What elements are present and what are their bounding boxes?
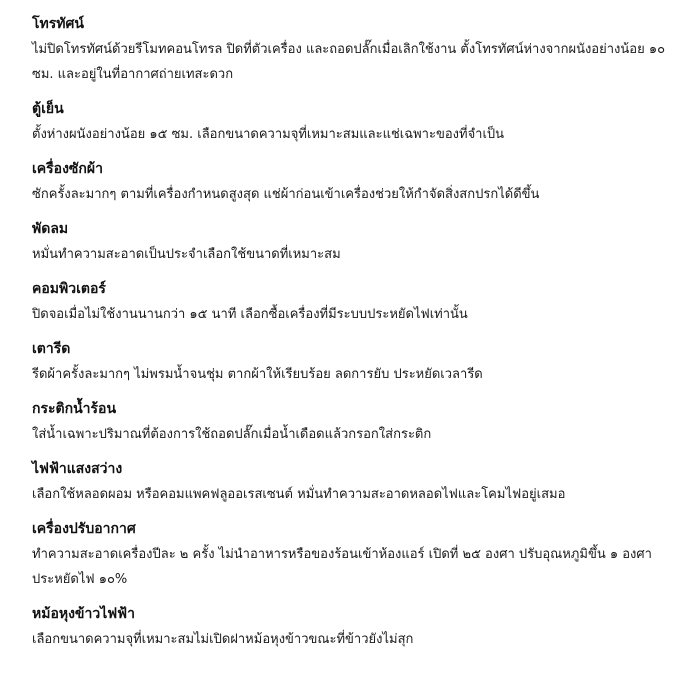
section-kettle <box>32 397 679 447</box>
section-body: เลือกใช้หลอดผอม หรือคอมแพคฟลูออเรสเซนต์ หมั่นทำความสะอาดหลอดไฟและโคมไฟอยู่เสมอ <box>32 487 566 502</box>
section-body: หมั่นทำความสะอาดเป็นประจำเลือกใช้ขนาดที่เหมาะสม <box>32 247 341 262</box>
section-title: เตารีด <box>32 341 71 357</box>
section-body: ปิดจอเมื่อไม่ใช้งานนานกว่า ๑๕ นาที เลือกซื้อเครื่องที่มีระบบประหยัดไฟเท่านั้น <box>32 307 468 322</box>
section-body: รีดผ้าครั้งละมากๆ ไม่พรมน้ำจนชุ่ม ตากผ้าให้เรียบร้อย ลดการยับ ประหยัดเวลารีด <box>32 367 483 382</box>
section-title: ตู้เย็น <box>32 101 64 117</box>
section-title: โทรทัศน์ <box>32 16 84 32</box>
section-washing-machine <box>32 157 679 207</box>
section-refrigerator <box>32 97 679 147</box>
section-rice-cooker <box>32 602 679 652</box>
section-television <box>32 12 679 87</box>
section-body: ตั้งห่างผนังอย่างน้อย ๑๕ ซม. เลือกขนาดความจุที่เหมาะสมและแช่เฉพาะของที่จำเป็น <box>32 127 505 142</box>
section-computer <box>32 277 679 327</box>
section-title: หม้อหุงข้าวไฟฟ้า <box>32 606 135 622</box>
section-iron <box>32 337 679 387</box>
section-body: ใส่น้ำเฉพาะปริมาณที่ต้องการใช้ถอดปลั๊กเมื่อน้ำเดือดแล้วกรอกใส่กระติก <box>32 427 432 442</box>
section-body: ทำความสะอาดเครื่องปีละ ๒ ครั้ง ไม่นำอาหารหรือของร้อนเข้าห้องแอร์ เปิดที่ ๒๕ องศา ปรับอุณหภูมิขึ้น ๑ องศา ประหยัดไฟ ๑๐% <box>32 547 652 587</box>
section-title: คอมพิวเตอร์ <box>32 281 106 297</box>
section-air-conditioner <box>32 517 679 592</box>
section-title: เครื่องปรับอากาศ <box>32 521 136 537</box>
section-title: ไฟฟ้าแสงสว่าง <box>32 461 123 477</box>
section-body: ซักครั้งละมากๆ ตามที่เครื่องกำหนดสูงสุด แช่ผ้าก่อนเข้าเครื่องช่วยให้กำจัดสิ่งสกปรกได้ดีขึ้น <box>32 187 540 202</box>
section-title: เครื่องซักผ้า <box>32 161 103 177</box>
section-title: กระติกน้ำร้อน <box>32 401 117 417</box>
section-body: เลือกขนาดความจุที่เหมาะสมไม่เปิดฝาหม้อหุงข้าวขณะที่ข้าวยังไม่สุก <box>32 632 414 647</box>
section-title: พัดลม <box>32 221 69 237</box>
section-body: ไม่ปิดโทรทัศน์ด้วยรีโมทคอนโทรล ปิดที่ตัวเครื่อง และถอดปลั๊กเมื่อเลิกใช้งาน ตั้งโทรทัศน์ห่างจากผนังอย่างน้อย ๑๐ ซม. และอยู่ในที่อากาศถ่ายเทสะดวก <box>32 42 666 82</box>
section-lighting <box>32 457 679 507</box>
section-fan <box>32 217 679 267</box>
